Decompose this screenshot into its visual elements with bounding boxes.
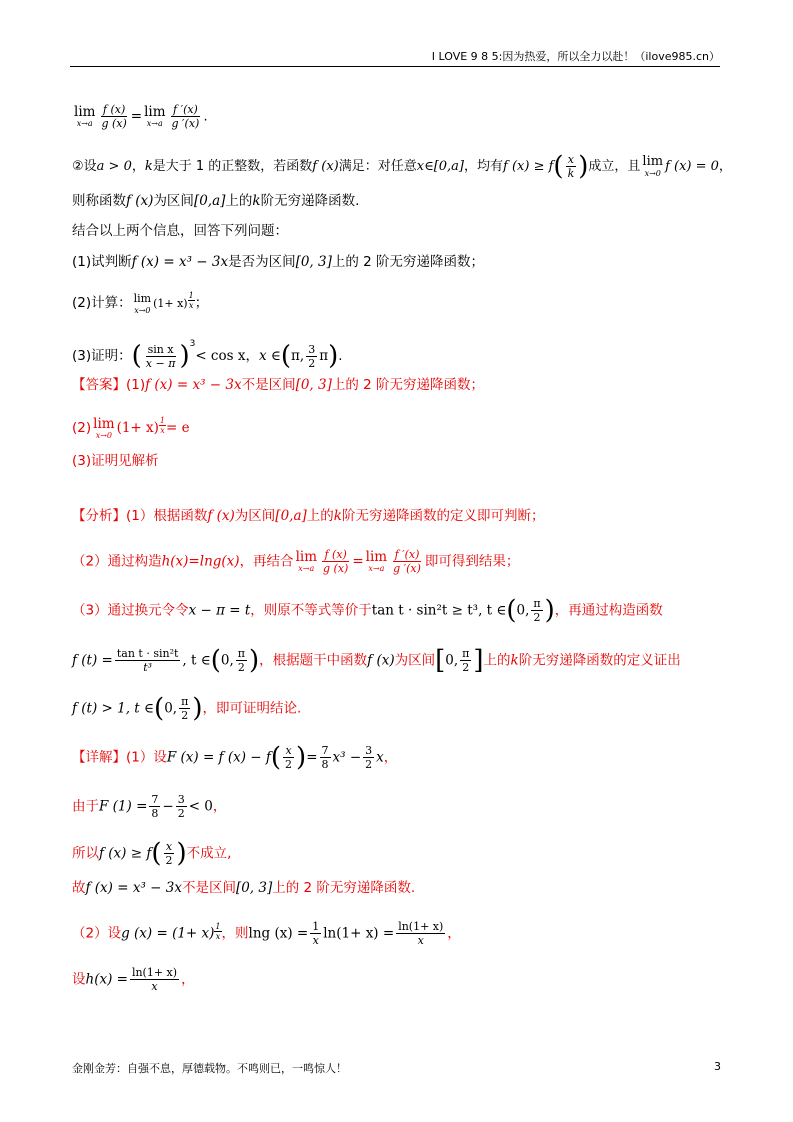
definition-line-1: ②设a > 0，k是大于 1 的正整数，若函数f (x)满足：对任意x∈[0,a]，均有f (x) ≥ f( $\frac{x}{k}$ )成立，且 lim x→0 f (x) = 0，: [72, 151, 732, 182]
detail-3: 所以f (x) ≥ f( $\frac{x}{2}$ )不成立,: [72, 838, 232, 869]
detail-5: （2）设g (x) = (1+ x) $\frac{1}{x}$ ，则lng (x) = $\frac{1}{x}$ ln(1+ x) = $\frac{\ln(1+ x)}{x}$ ，: [72, 920, 461, 947]
analysis-2: （2）通过构造h(x)=lng(x)，再结合 lim x→a $\frac{f (x)}{g (x)}$ = lim x→a $\frac{f '(x)}{g '(x)}$ 即可得到结果；: [72, 548, 520, 575]
footer-motto: 金刚金芳：自强不息，厚德载物。不鸣则已，一鸣惊人！: [72, 1062, 347, 1075]
answer-3: (3)证明见解析: [72, 453, 159, 469]
analysis-3: （3）通过换元令令x − π = t，则原不等式等价于tan t · sin²t ≥ t³, t ∈(0, $\frac{\pi}{2}$ )，再通过构造函数: [72, 595, 663, 626]
definition-line-2: 则称函数f (x)为区间[0,a]上的k阶无穷递降函数.: [72, 193, 360, 209]
page-header: [70, 48, 720, 67]
instruction: 结合以上两个信息，回答下列问题：: [72, 223, 288, 239]
question-3: (3)证明：( $\frac{\text{sin x}}{x - \pi}$ )$^3$< cos x，x ∈(π, $\frac{3}{2}$ π).: [72, 339, 343, 371]
header-text: I LOVE 9 8 5:因为热爱，所以全力以赴！（ilove985.cn）: [431, 50, 720, 63]
question-2: (2)计算： lim x→0 (1+ x) $\frac{1}{x}$ ；: [72, 291, 209, 315]
detail-6: 设h(x) = $\frac{\ln(1+ x)}{x}$ ，: [72, 966, 195, 993]
formula-lhopital: lim x→a $\frac{f (x)}{g (x)}$ = lim x→a $\frac{f '(x)}{g '(x)}$ .: [74, 103, 208, 130]
answer-2: (2) lim x→0 (1+ x) $\frac{1}{x}$ = e: [72, 415, 190, 440]
analysis-5: f (t) > 1, t ∈(0, $\frac{\pi}{2}$ )，即可证明结论.: [72, 693, 302, 724]
detail-1: 【详解】(1）设F (x) = f (x) − f( $\frac{x}{2}$ )= $\frac{7}{8}$ x³ − $\frac{3}{2}$ x，: [72, 742, 398, 773]
page-number: 3: [714, 1060, 721, 1073]
detail-4: 故f (x) = x³ − 3x不是区间[0, 3]上的 2 阶无穷递降函数.: [72, 880, 416, 896]
analysis-1: 【分析】(1）根据函数f (x)为区间[0,a]上的k阶无穷递降函数的定义即可判断；: [72, 508, 545, 524]
analysis-4: f (t) = $\frac{\text{tan t · sin²t}}{\text{t³}}$ , t ∈(0, $\frac{\pi}{2}$ )，根据题干中函数f (x)为区间[0, $\frac{\pi}{2}$ ]上的k阶无穷递降函数的定义证出: [72, 645, 681, 676]
page-footer: [72, 1060, 721, 1076]
question-1: (1)试判断f (x) = x³ − 3x是否为区间[0, 3]上的 2 阶无穷递降函数；: [72, 254, 485, 270]
answer-1: 【答案】(1)f (x) = x³ − 3x不是区间[0, 3]上的 2 阶无穷递降函数；: [72, 377, 485, 393]
detail-2: 由于F (1) = $\frac{7}{8}$ − $\frac{3}{2}$ < 0，: [72, 793, 227, 820]
